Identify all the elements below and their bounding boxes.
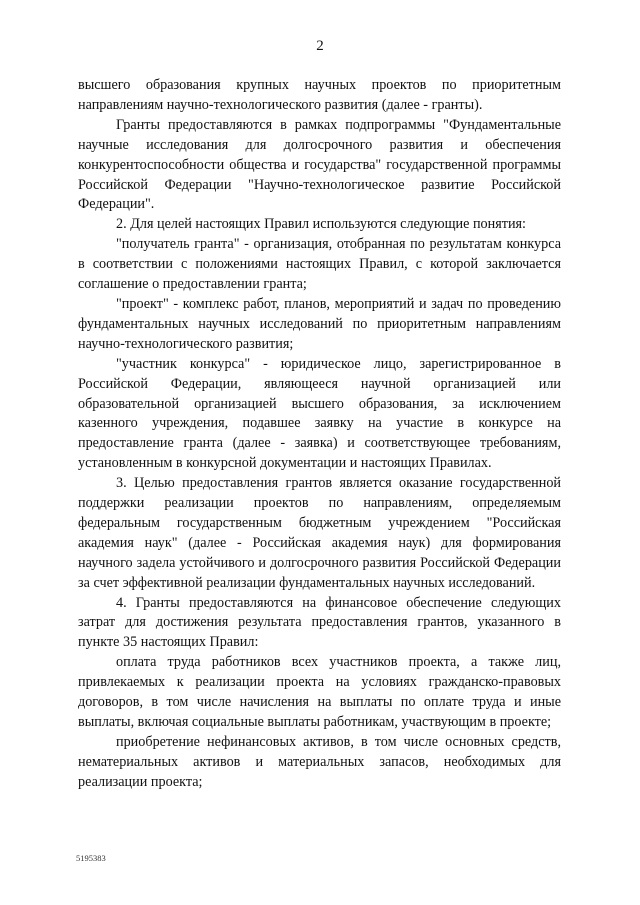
page-number: 2 — [316, 38, 324, 54]
paragraph: 3. Целью предоставления грантов является оказание государственной поддержки реализации проектов по направлениям, определяемым федеральным государственным бюджетным учреждением "Российская академия наук" (далее - Российская академия наук) для формирования научного задела устойчивого и долгосрочного развития Российской Федерации за счет эффективной реализации фундаментальных научных исследований. — [78, 475, 561, 591]
document-body — [78, 76, 561, 793]
paragraph: 4. Гранты предоставляются на финансовое обеспечение следующих затрат для достижения результата предоставления грантов, указанного в пункте 35 настоящих Правил: — [78, 594, 561, 651]
paragraph: приобретение нефинансовых активов, в том числе основных средств, нематериальных активов и материальных запасов, необходимых для реализации проекта; — [78, 733, 561, 790]
paragraph: оплата труда работников всех участников проекта, а также лиц, привлекаемых к реализации проекта на условиях гражданско-правовых договоров, в том числе начисления на выплаты по оплате труда и иные выплаты, включая социальные выплаты работникам, участвующим в проекте; — [78, 654, 561, 730]
document-code: 5195383 — [76, 853, 106, 863]
paragraph: высшего образования крупных научных проектов по приоритетным направлениям научно-технологического развития (далее - гранты). — [78, 77, 561, 113]
paragraph: 2. Для целей настоящих Правил используются следующие понятия: — [116, 216, 527, 233]
paragraph: "получатель гранта" - организация, отобранная по результатам конкурса в соответствии с положениями настоящих Правил, с которой заключается соглашение о предоставлении гранта; — [78, 236, 561, 293]
paragraph: "участник конкурса" - юридическое лицо, зарегистрированное в Российской Федерации, являющееся научной организацией или образовательной организацией высшего образования, за исключением казенного учреждения, подавшее заявку на участие в конкурсе на предоставление гранта (далее - заявка) и соответствующее требованиям, установленным в конкурсной документации и настоящих Правилах. — [78, 355, 561, 472]
paragraph: Гранты предоставляются в рамках подпрограммы "Фундаментальные научные исследования для долгосрочного развития и обеспечения конкурентоспособности общества и государства" государственной программы Российской Федерации "Научно-технологическое развитие Российской Федерации". — [78, 116, 561, 213]
paragraph: "проект" - комплекс работ, планов, мероприятий и задач по проведению фундаментальных научных исследований по приоритетным направлениям научно-технологического развития; — [78, 295, 561, 352]
